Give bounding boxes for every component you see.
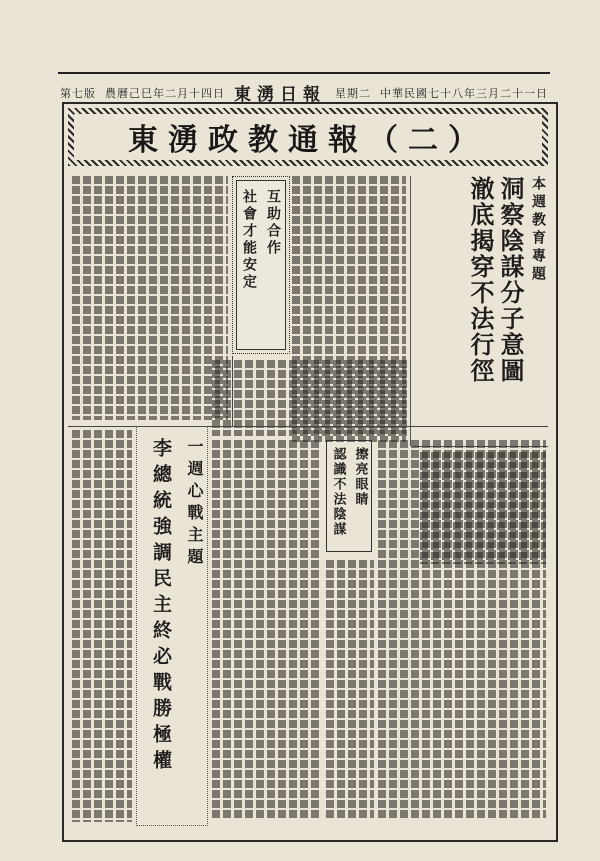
box-title-line-1: 互助合作 [265, 189, 281, 257]
article-text-left-top [72, 176, 228, 420]
article-text-mid-right [378, 440, 546, 820]
column-divider [232, 356, 233, 426]
left-title-line-2: 李總統強調民主終必戰勝極權 [150, 438, 172, 776]
article-text-mid [212, 360, 408, 436]
main-headline [420, 176, 548, 448]
headline-line-1: 洞察陰謀分子意圖 [496, 176, 525, 384]
roc-date: 中華民國七十八年三月二十一日 [380, 86, 548, 100]
weekday: 星期二 [335, 86, 371, 100]
box2-line-2: 認識不法陰謀 [330, 447, 346, 537]
paper-name: 東湧日報 [234, 85, 326, 105]
lunar-date: 農曆己巳年二月十四日 [105, 86, 225, 100]
box-title-cooperation [236, 180, 286, 350]
header-rule [58, 72, 550, 74]
article-text-mid-left [212, 440, 320, 820]
box-title-vigilance [326, 440, 372, 552]
headline-kicker: 本週教育專題 [530, 176, 546, 284]
section-divider-2 [412, 446, 548, 447]
article-text-left-bottom [72, 430, 132, 822]
edition-label: 第七版 [60, 86, 96, 100]
banner-title: 東湧政教通報（二） [128, 123, 488, 158]
headline-line-2: 澈底揭穿不法行徑 [466, 176, 495, 384]
box-title-line-2: 社會才能安定 [241, 189, 257, 291]
section-banner [68, 108, 548, 166]
article-text-bottom-right [326, 560, 374, 820]
box2-line-1: 擦亮眼睛 [352, 447, 368, 507]
left-title-line-1: 一週心戰主題 [185, 438, 204, 570]
headline-divider [410, 176, 411, 446]
left-title-psywar [138, 430, 206, 830]
